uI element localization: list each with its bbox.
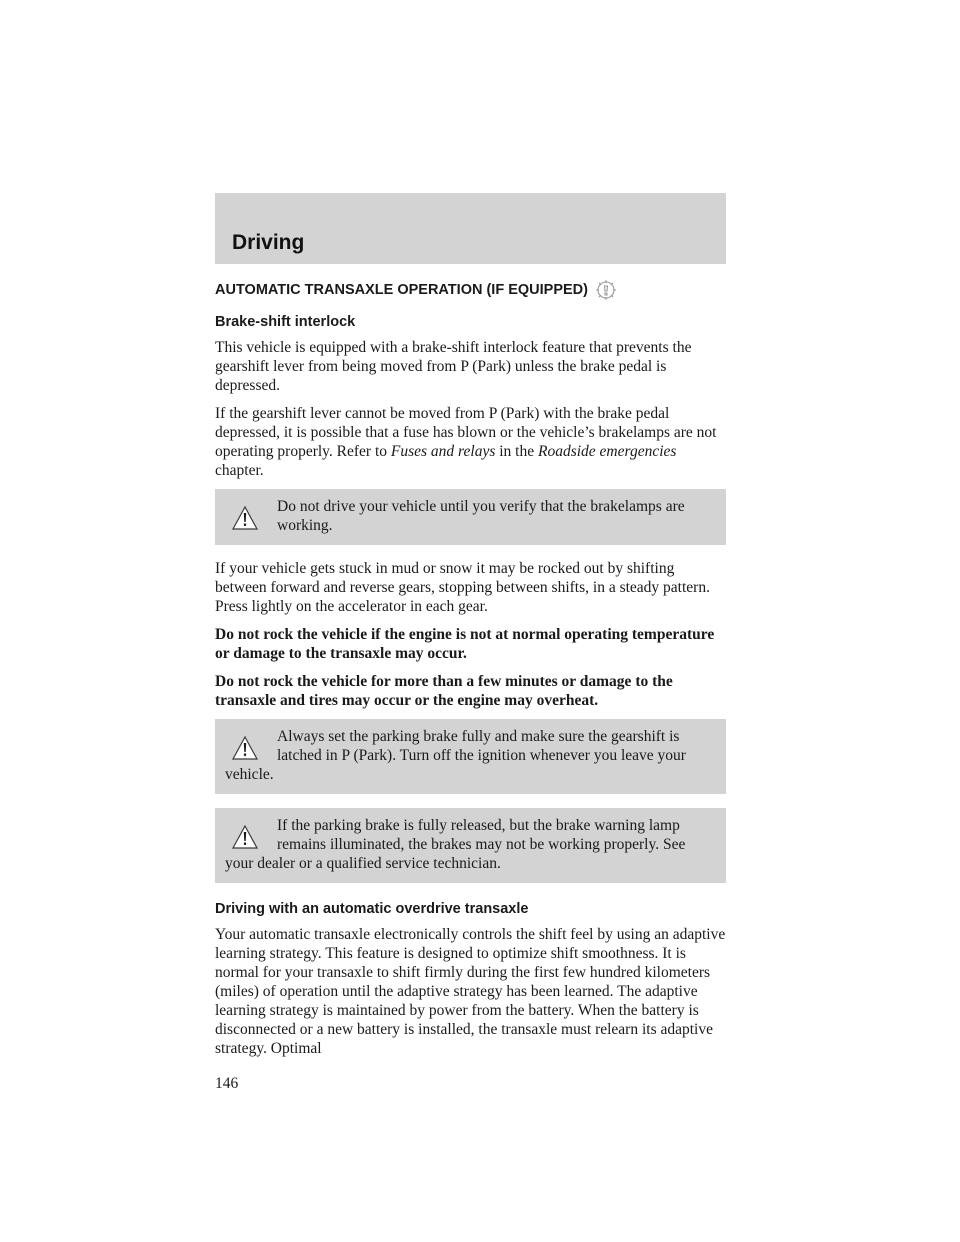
warning-triangle-icon xyxy=(231,735,259,761)
page-content xyxy=(215,278,726,1067)
roadside-emergencies-reference: Roadside emergencies xyxy=(537,443,677,460)
fuse-text-start: If the gearshift lever cannot be moved from P (Park) with the brake pedal depressed, it is possible that a fuse has blown or the vehicle’s brakelamps are not operating properly. Refer to xyxy=(215,405,717,460)
section-heading xyxy=(215,278,726,302)
warning-triangle-icon xyxy=(231,505,259,531)
warning-box-brakelamps xyxy=(215,489,726,545)
interlock-subheading: Brake-shift interlock xyxy=(215,314,356,330)
warning-box-brake-lamp xyxy=(215,808,726,883)
paragraph-interlock: This vehicle is equipped with a brake-shift interlock feature that prevents the gearshift lever from being moved from P (Park) unless the brake pedal is depressed. xyxy=(215,339,692,394)
fuses-relays-reference: Fuses and relays xyxy=(390,443,496,460)
gear-icon xyxy=(594,278,618,302)
warning-triangle-icon xyxy=(231,824,259,850)
fuse-text-mid: in the xyxy=(495,443,538,460)
warning-box-parking-brake xyxy=(215,719,726,794)
section-header-band xyxy=(215,193,726,264)
paragraph-fuse xyxy=(215,404,726,480)
paragraph-adaptive-learning: Your automatic transaxle electronically controls the shift feel by using an adaptive learning strategy. This feature is designed to optimize shift smoothness. It is normal for your transaxle to shift firmly during the first few hundred kilometers (miles) of operation until the adaptive strategy has been learned. The adaptive learning strategy is maintained by power from the battery. When the battery is disconnected or a new battery is installed, the transaxle must relearn its adaptive strategy. Optimal xyxy=(215,926,726,1057)
section-title: Driving xyxy=(232,231,305,254)
paragraph-rocking: If your vehicle gets stuck in mud or snow it may be rocked out by shifting between forward and reverse gears, stopping between shifts, in a steady pattern. Press lightly on the accelerator in each gear. xyxy=(215,560,710,615)
bold-warning-temperature: Do not rock the vehicle if the engine is not at normal operating temperature or damage to the transaxle may occur. xyxy=(215,626,715,662)
overdrive-subheading: Driving with an automatic overdrive transaxle xyxy=(215,901,529,917)
warning-text-brake-lamp: If the parking brake is fully released, but the brake warning lamp remains illuminated, the brakes may not be working properly. See your dealer or a qualified service technician. xyxy=(225,817,686,872)
bold-warning-duration: Do not rock the vehicle for more than a few minutes or damage to the transaxle and tires may occur or the engine may overheat. xyxy=(215,673,673,709)
fuse-text-end: chapter. xyxy=(215,462,264,479)
heading-text: AUTOMATIC TRANSAXLE OPERATION (IF EQUIPPED) xyxy=(215,282,588,298)
warning-text-brakelamps: Do not drive your vehicle until you verify that the brakelamps are working. xyxy=(277,498,685,534)
page-number: 146 xyxy=(215,1075,239,1092)
warning-text-parking-brake: Always set the parking brake fully and make sure the gearshift is latched in P (Park). Turn off the ignition whenever you leave your vehicle. xyxy=(225,728,686,783)
